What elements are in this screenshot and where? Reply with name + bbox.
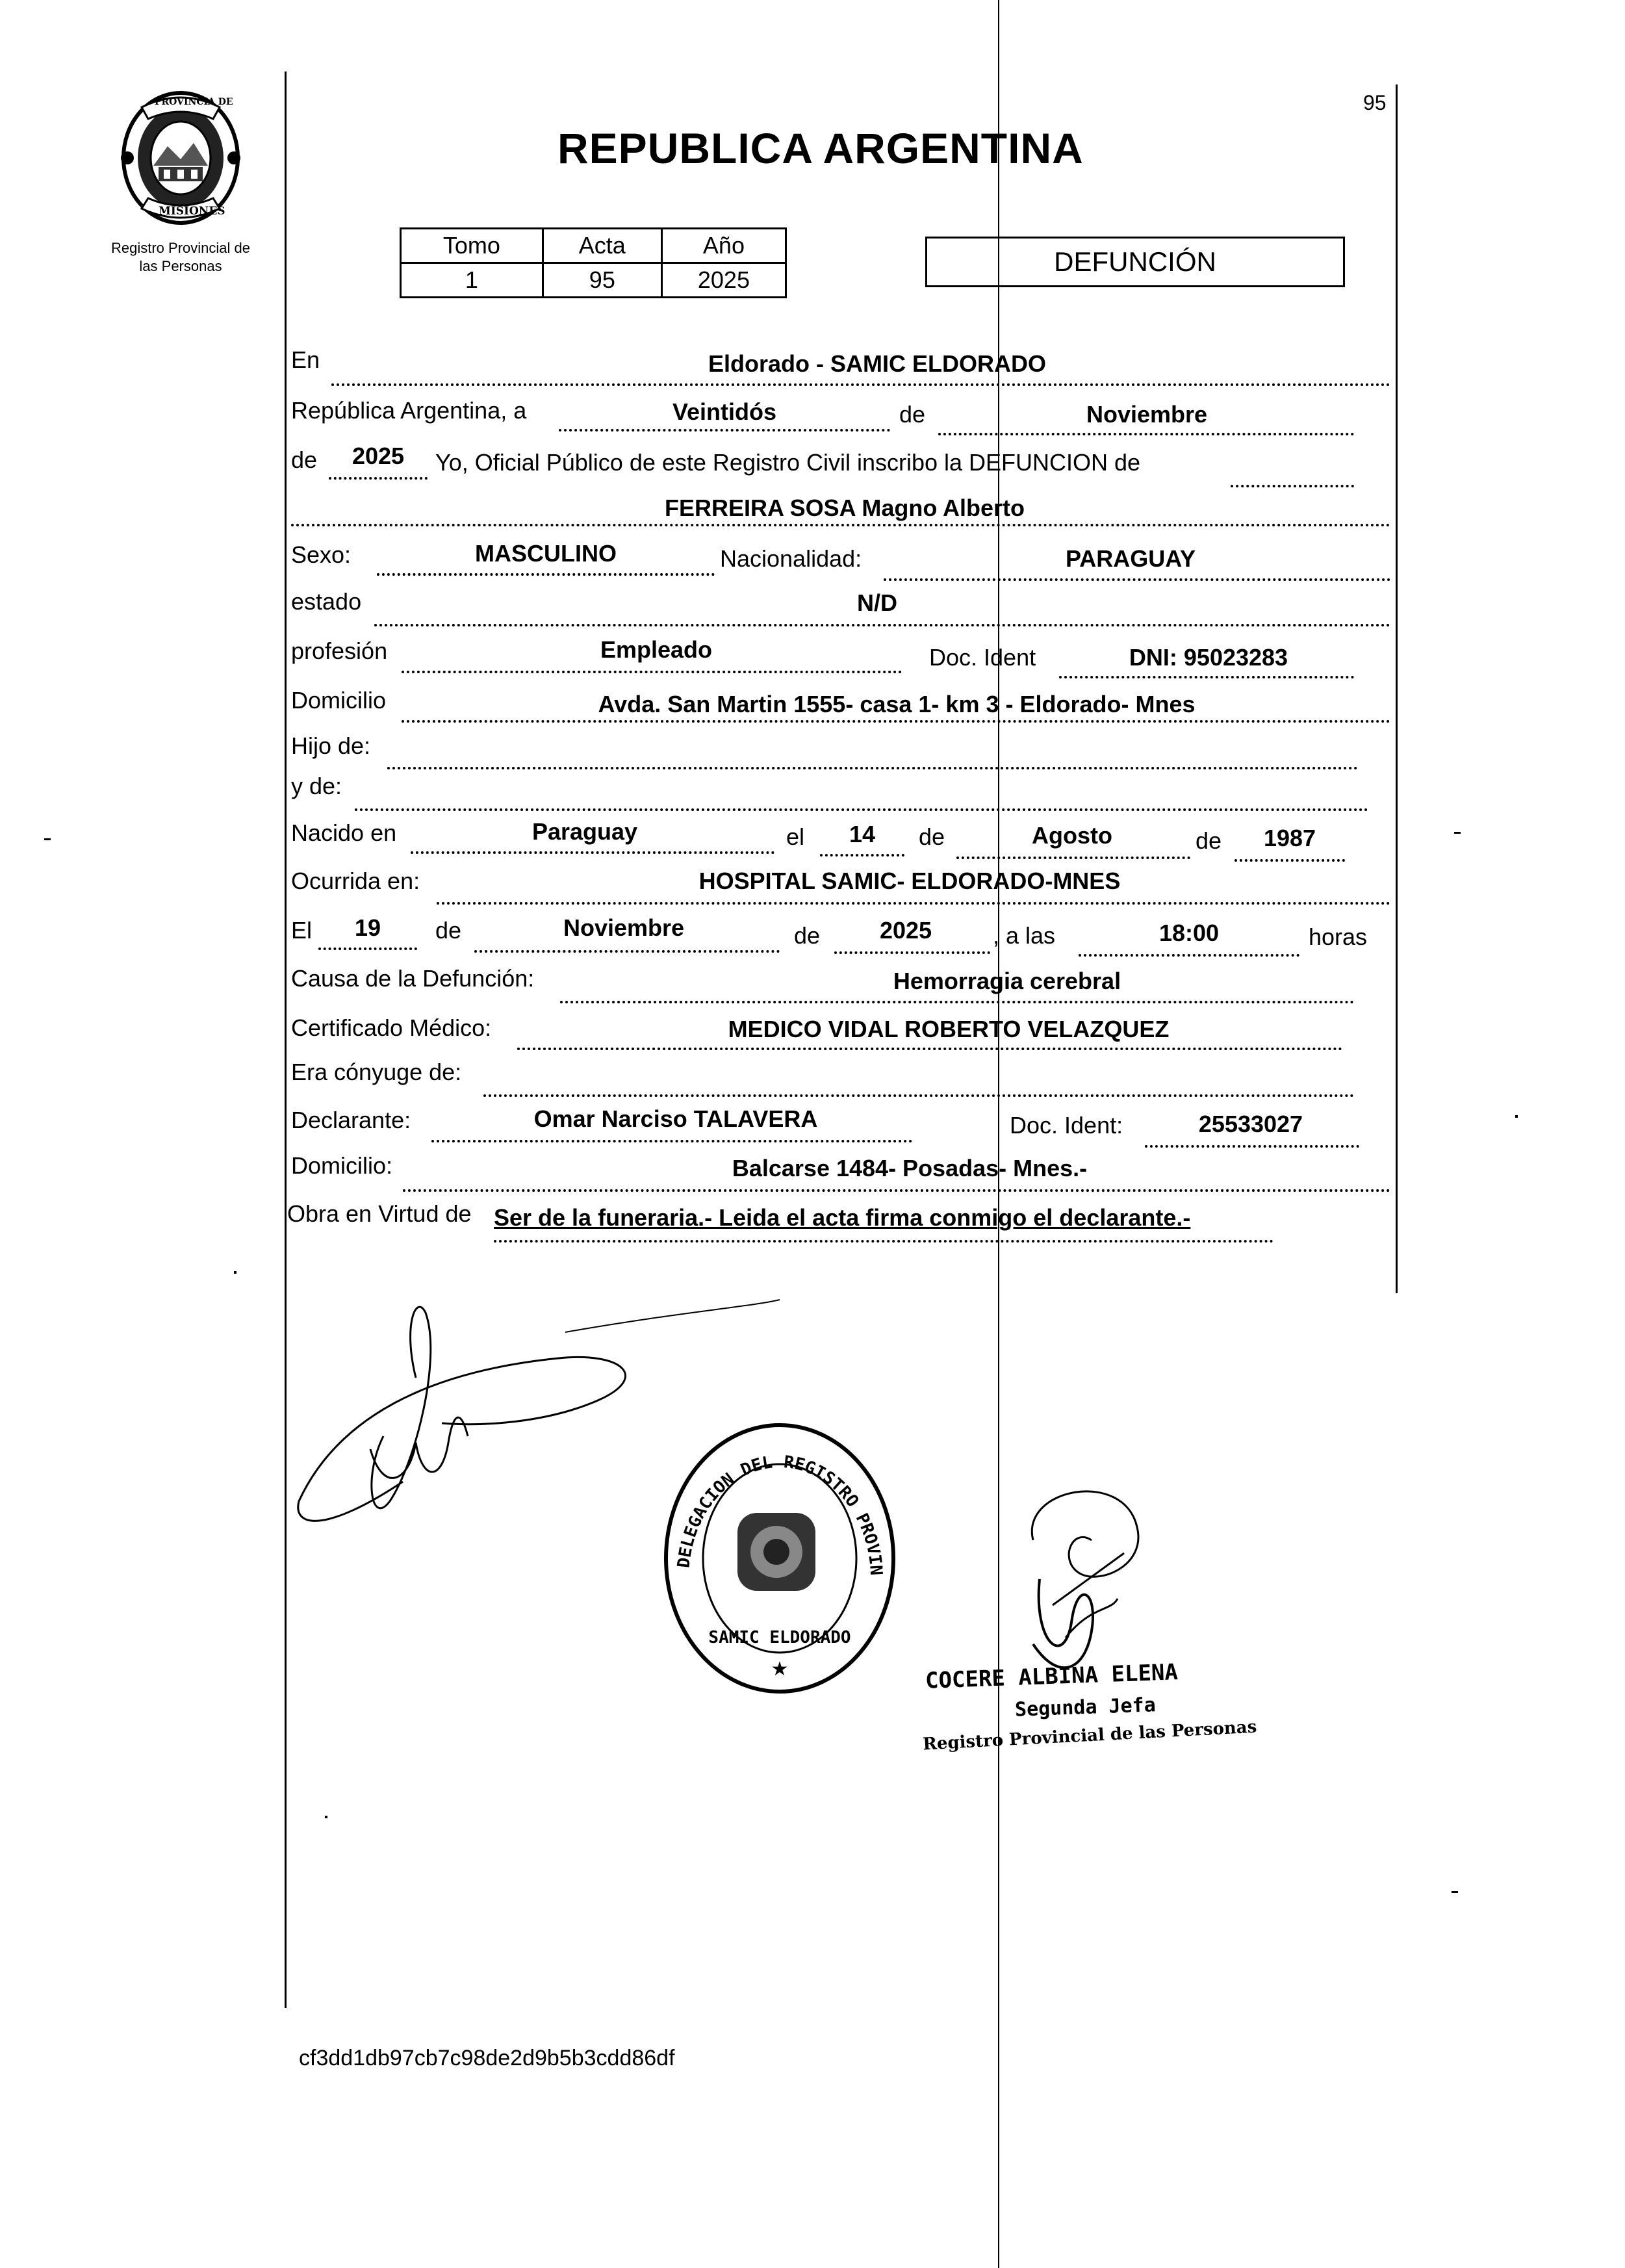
dots-estado (374, 624, 1390, 626)
signatory-title: Segunda Jefa (1014, 1694, 1157, 1721)
label-republica: República Argentina, a (291, 397, 527, 424)
record-table-header (401, 229, 786, 263)
speck (44, 838, 51, 840)
value-mes: Noviembre (1086, 401, 1208, 428)
label-declarante-doc: Doc. Ident: (1010, 1112, 1123, 1139)
label-de-3: de (919, 823, 945, 850)
label-profesion: profesión (291, 638, 388, 664)
value-nombre: FERREIRA SOSA Magno Alberto (664, 495, 1025, 521)
dots-ocurrida (437, 902, 1390, 905)
label-nacido: Nacido en (291, 819, 397, 846)
dots-certificado (517, 1048, 1342, 1050)
value-en: Eldorado - SAMIC ELDORADO (708, 350, 1046, 377)
dots-declarante (431, 1140, 912, 1142)
label-sexo: Sexo: (291, 541, 352, 568)
dots-mes (938, 433, 1354, 435)
dots-declarante-doc (1145, 1145, 1359, 1148)
page-title: REPUBLICA ARGENTINA (557, 124, 1084, 172)
value-profesion: Empleado (600, 636, 713, 663)
record-header-tomo: Tomo (401, 229, 543, 263)
speck (1515, 1115, 1518, 1118)
value-declarante-dom: Balcarse 1484- Posadas- Mnes.- (732, 1155, 1088, 1181)
dots-hijo (387, 767, 1358, 769)
label-ocurrida: Ocurrida en: (291, 868, 420, 894)
value-nacido-anio: 1987 (1263, 825, 1316, 851)
record-table-values (401, 263, 786, 298)
value-anio: 2025 (352, 443, 405, 469)
dots-nacido-lugar (411, 851, 774, 854)
logo-text-top: PROVINCIA DE (155, 97, 233, 107)
dots-def-anio (834, 951, 990, 954)
dots-nacido-dia (820, 854, 904, 857)
speck (1452, 1891, 1458, 1893)
value-declarante-doc: 25533027 (1198, 1111, 1303, 1137)
dots-profesion (402, 671, 902, 673)
label-el: el (786, 823, 805, 850)
value-certificado: MEDICO VIDAL ROBERTO VELAZQUEZ (728, 1016, 1170, 1042)
record-value-acta: 95 (543, 263, 661, 298)
dots-conyuge (483, 1094, 1354, 1097)
label-de-5: de (435, 917, 462, 944)
value-dia: Veintidós (672, 398, 777, 425)
value-ocurrida: HOSPITAL SAMIC- ELDORADO-MNES (698, 868, 1121, 894)
dots-causa (560, 1001, 1354, 1003)
label-y-de: y de: (291, 773, 342, 799)
logo-text-bottom: MISIONES (159, 205, 225, 218)
record-header-acta: Acta (543, 229, 661, 263)
dots-nacido-mes (956, 857, 1190, 859)
stamp-inner-text: SAMIC ELDORADO (708, 1628, 851, 1647)
dots-def-dia (318, 947, 417, 950)
value-nacido-mes: Agosto (1032, 822, 1112, 849)
dots-obra (494, 1240, 1273, 1243)
dots-def-hora (1079, 954, 1299, 957)
value-sexo: MASCULINO (475, 540, 617, 567)
dots-inscribo-end (1231, 485, 1354, 487)
label-nacionalidad: Nacionalidad: (720, 545, 862, 572)
label-estado: estado (291, 588, 362, 615)
dots-nacido-anio (1235, 859, 1345, 862)
dots-sexo (377, 573, 715, 576)
speck (234, 1271, 237, 1274)
dots-domicilio (402, 720, 1390, 723)
logo-caption-line1: Registro Provincial de (111, 240, 250, 256)
value-estado: N/D (857, 589, 897, 616)
stamp-outer-text: DELEGACION DEL REGISTRO PROVIN (674, 1452, 886, 1576)
dots-en (331, 383, 1390, 386)
signatory-name: COCERE ALBINA ELENA (925, 1659, 1179, 1694)
dots-declarante-dom (403, 1189, 1390, 1192)
value-def-dia: 19 (354, 914, 381, 941)
label-certificado: Certificado Médico: (291, 1014, 492, 1041)
fold-line (998, 0, 999, 2268)
label-hijo: Hijo de: (291, 732, 371, 759)
value-domicilio: Avda. San Martin 1555- casa 1- km 3 - Eldorado- Mnes (598, 691, 1196, 717)
label-de-1: de (899, 401, 926, 428)
label-de-2: de (291, 446, 318, 473)
label-declarante: Declarante: (291, 1107, 411, 1133)
record-table (400, 227, 787, 298)
province-logo (116, 88, 246, 227)
label-en: En (291, 346, 320, 373)
label-declarante-dom: Domicilio: (291, 1152, 393, 1179)
value-nacido-dia: 14 (849, 821, 876, 847)
dots-dia (559, 429, 890, 432)
logo-caption-line2: las Personas (139, 258, 222, 274)
right-margin-rule (1396, 84, 1398, 1293)
label-causa: Causa de la Defunción: (291, 965, 535, 992)
dots-doc-ident (1059, 676, 1354, 678)
logo-caption (77, 239, 285, 276)
label-de-4: de (1196, 827, 1222, 854)
value-def-hora: 18:00 (1158, 920, 1220, 946)
value-nacionalidad: PARAGUAY (1065, 545, 1196, 572)
label-doc-ident: Doc. Ident (929, 644, 1036, 671)
label-conyuge: Era cónyuge de: (291, 1059, 462, 1085)
speck (1454, 832, 1461, 834)
official-stamp (656, 1415, 903, 1701)
page-number: 95 (1363, 91, 1387, 114)
document-hash: cf3dd1db97cb7c98de2d9b5b3cdd86df (299, 2046, 675, 2070)
signatory-office: Registro Provincial de las Personas (922, 1717, 1257, 1755)
dots-anio (329, 477, 428, 480)
svg-text:★: ★ (771, 1658, 789, 1680)
speck (325, 1816, 327, 1818)
dots-nacionalidad (884, 578, 1390, 581)
dots-def-mes (474, 950, 780, 953)
label-obra: Obra en Virtud de (287, 1200, 472, 1227)
label-domicilio: Domicilio (291, 687, 387, 714)
value-declarante: Omar Narciso TALAVERA (533, 1105, 818, 1132)
label-a-las: , a las (993, 922, 1056, 949)
record-header-anio: Año (661, 229, 786, 263)
value-def-mes: Noviembre (563, 914, 685, 941)
dots-y-de (355, 808, 1368, 811)
record-value-anio: 2025 (661, 263, 786, 298)
label-de-6: de (794, 922, 821, 949)
label-el-2: El (291, 917, 313, 944)
left-margin-rule (285, 71, 287, 2008)
value-def-anio: 2025 (879, 917, 932, 944)
record-value-tomo: 1 (401, 263, 543, 298)
stamp-seal-icon (656, 1415, 903, 1701)
dots-nombre (291, 524, 1390, 526)
value-obra: Ser de la funeraria.- Leida el acta firma conmigo el declarante.- (494, 1204, 1191, 1231)
value-causa: Hemorragia cerebral (893, 968, 1121, 994)
value-nacido-lugar: Paraguay (531, 818, 638, 845)
text-inscribo: Yo, Oficial Público de este Registro Civil inscribo la DEFUNCION de (435, 449, 1141, 476)
label-horas: horas (1309, 923, 1368, 950)
value-doc-ident: DNI: 95023283 (1129, 644, 1288, 671)
record-type-box: DEFUNCIÓN (925, 237, 1345, 287)
